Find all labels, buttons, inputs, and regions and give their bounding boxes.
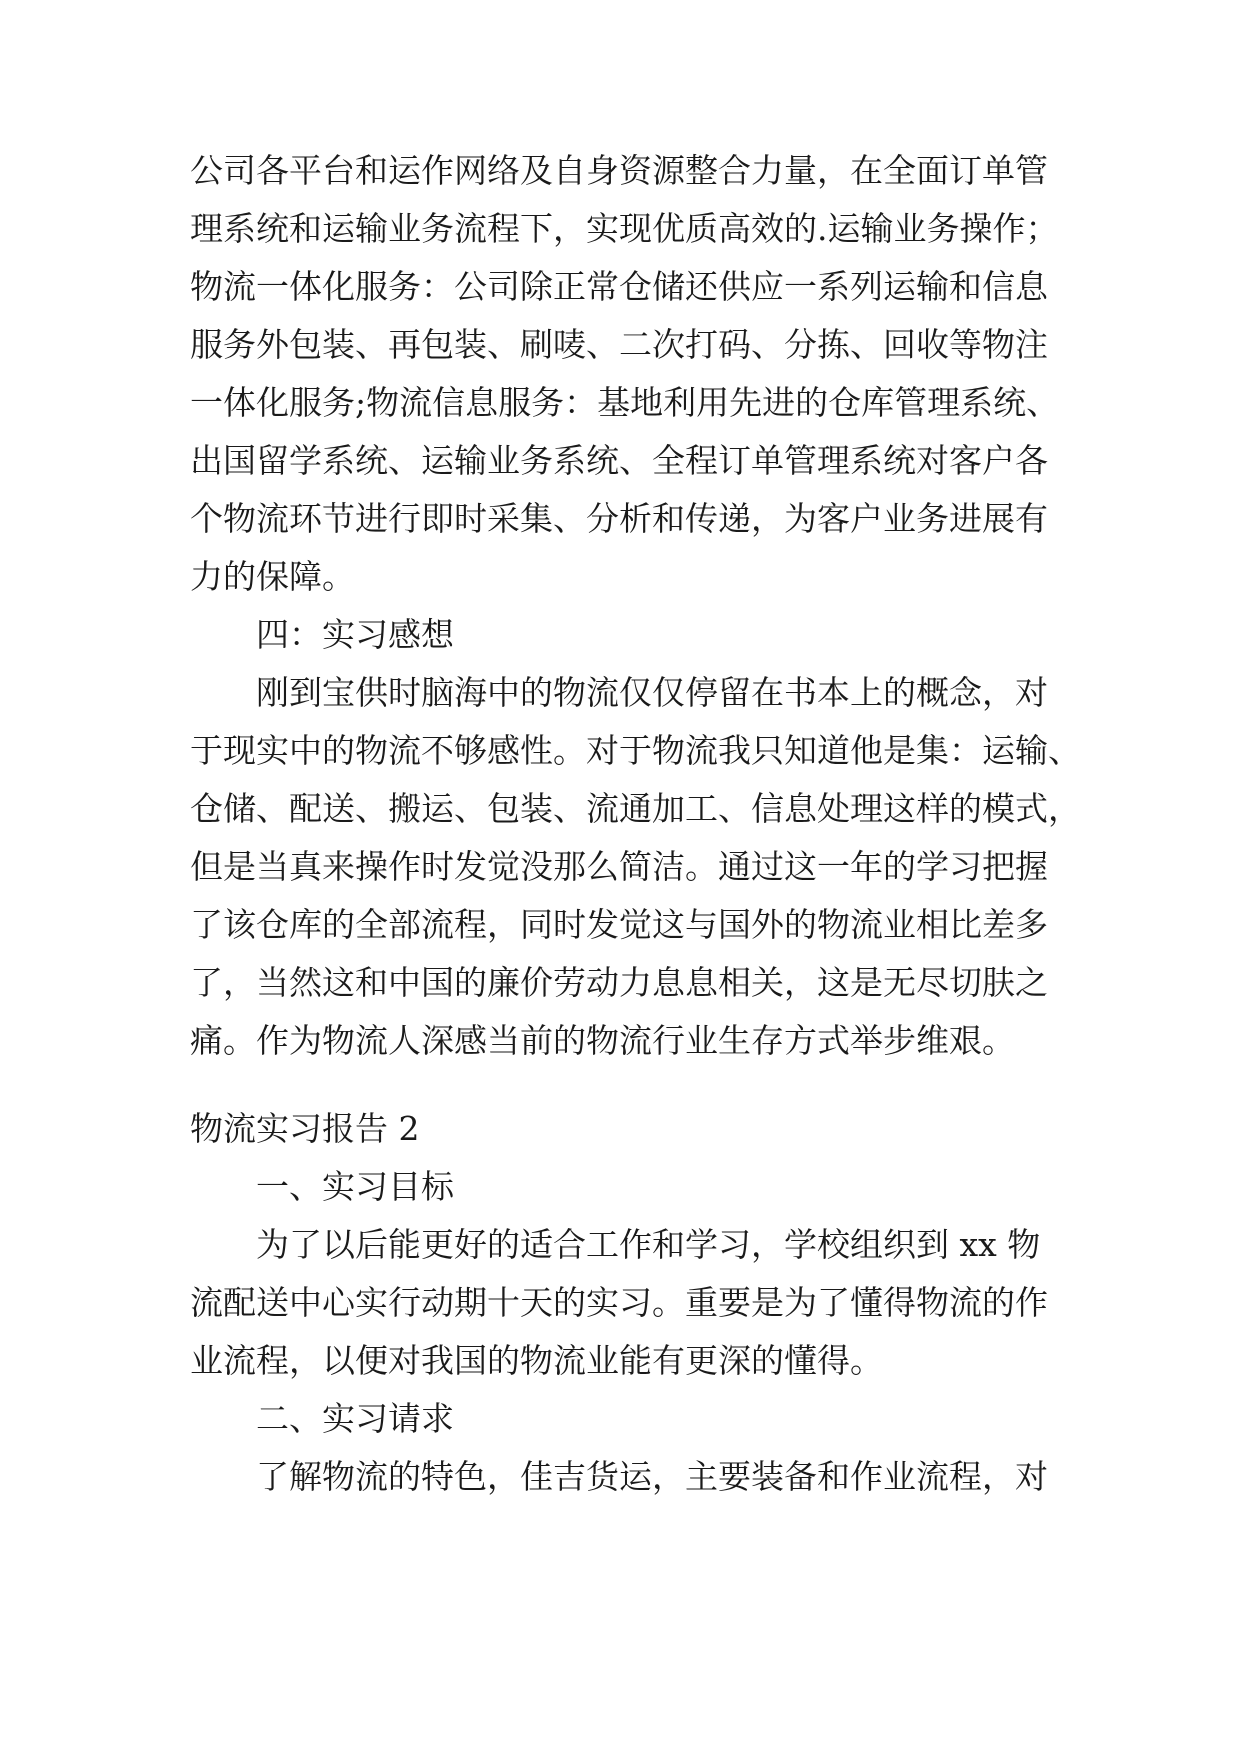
paragraph-line: 仓储、配送、搬运、包装、流通加工、信息处理这样的模式， (190, 789, 1081, 828)
paragraph-line: 物流一体化服务：公司除正常仓储还供应一系列运输和信息 (190, 267, 1048, 306)
paragraph-line: 为了以后能更好的适合工作和学习，学校组织到 xx 物 (256, 1225, 1041, 1264)
paragraph-line: 于现实中的物流不够感性。对于物流我只知道他是集：运输、 (190, 731, 1081, 770)
paragraph-line: 但是当真来操作时发觉没那么简洁。通过这一年的学习把握 (190, 847, 1048, 886)
paragraph-line: 一体化服务;物流信息服务：基地利用先进的仓库管理系统、 (190, 383, 1060, 422)
document-title: 物流实习报告 2 (190, 1109, 420, 1148)
paragraph-line: 业流程，以便对我国的物流业能有更深的懂得。 (190, 1341, 883, 1380)
paragraph-line: 理系统和运输业务流程下，实现优质高效的.运输业务操作； (190, 209, 1059, 248)
paragraph-line: 力的保障。 (190, 557, 355, 596)
paragraph-line: 了解物流的特色，佳吉货运，主要装备和作业流程，对 (256, 1457, 1048, 1496)
paragraph-line: 了，当然这和中国的廉价劳动力息息相关，这是无尽切肤之 (190, 963, 1048, 1002)
paragraph-line: 刚到宝供时脑海中的物流仅仅停留在书本上的概念，对 (256, 673, 1048, 712)
section-heading: 一、实习目标 (256, 1167, 454, 1206)
paragraph-line: 出国留学系统、运输业务系统、全程订单管理系统对客户各 (190, 441, 1048, 480)
section-heading: 二、实习请求 (256, 1399, 454, 1438)
paragraph-line: 痛。作为物流人深感当前的物流行业生存方式举步维艰。 (190, 1021, 1015, 1060)
paragraph-line: 了该仓库的全部流程，同时发觉这与国外的物流业相比差多 (190, 905, 1048, 944)
paragraph-line: 个物流环节进行即时采集、分析和传递，为客户业务进展有 (190, 499, 1048, 538)
section-heading: 四：实习感想 (256, 615, 454, 654)
paragraph-line: 服务外包装、再包装、刷唛、二次打码、分拣、回收等物注 (190, 325, 1048, 364)
paragraph-line: 流配送中心实行动期十天的实习。重要是为了懂得物流的作 (190, 1283, 1048, 1322)
paragraph-line: 公司各平台和运作网络及自身资源整合力量，在全面订单管 (190, 151, 1048, 190)
